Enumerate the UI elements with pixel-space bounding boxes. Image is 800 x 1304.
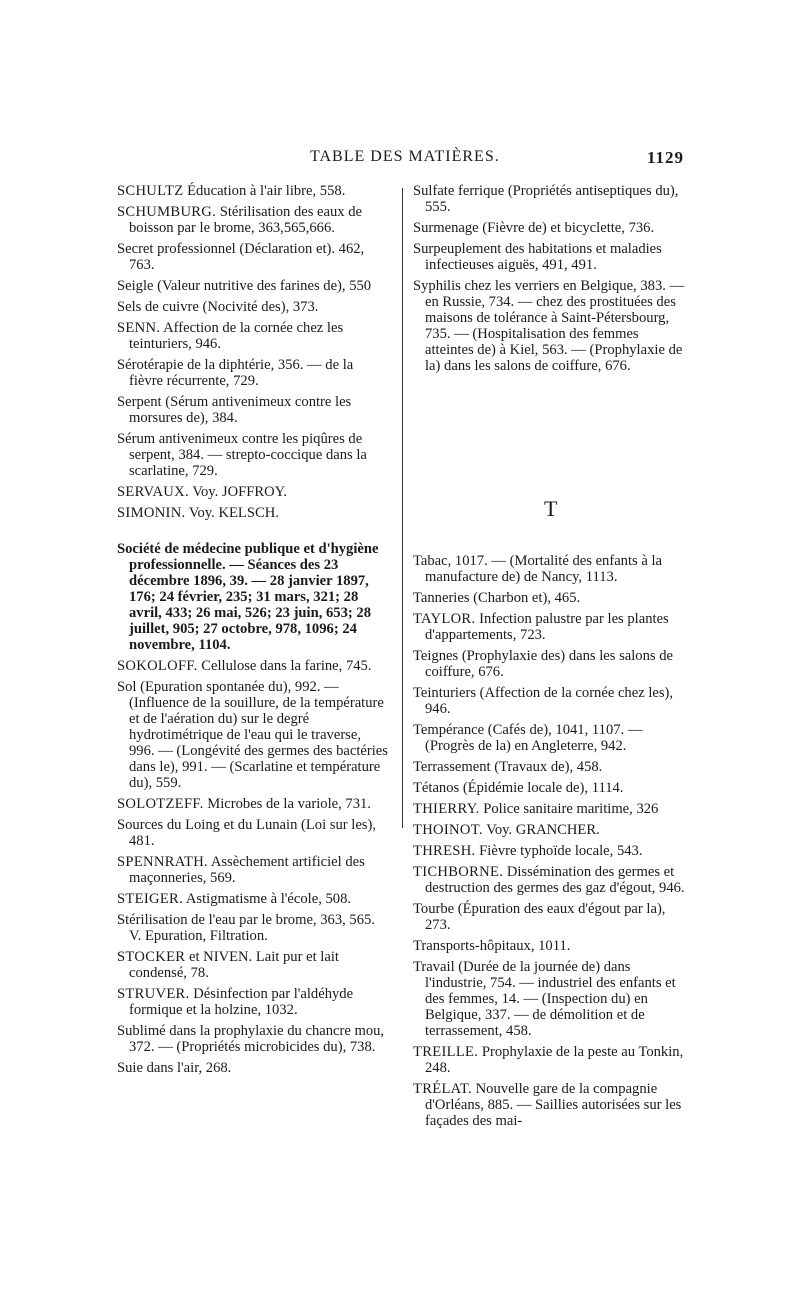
entry-text: Sol (Epuration spontanée du), 992. — (Influence de la souillure, de la température et de l'aération du) sur le degré hydrotimétrique de l'eau qui le traverse, 996. — (Longévité des germes des bactéries dans le), 991. — (Scarlatine et température du), 559. bbox=[117, 679, 388, 791]
entry-text: Serpent (Sérum antivenimeux contre les morsures de), 384. bbox=[117, 394, 352, 426]
entry-text: Tétanos (Épidémie locale de), 1114. bbox=[413, 780, 624, 796]
entry-author: THIERRY. bbox=[413, 801, 480, 817]
index-entry bbox=[117, 505, 389, 521]
left-column-bottom bbox=[117, 541, 389, 1081]
entry-text: Désinfection par l'aldéhyde formique et la holzine, 1032. bbox=[129, 986, 354, 1018]
entry-text: Sérum antivenimeux contre les piqûres de serpent, 384. — strepto-coccique dans la scarlatine, 729. bbox=[117, 431, 367, 479]
index-entry bbox=[413, 801, 685, 817]
entry-text: Tanneries (Charbon et), 465. bbox=[413, 590, 581, 606]
entry-text: Seigle (Valeur nutritive des farines de), 550 bbox=[117, 278, 372, 294]
index-entry bbox=[413, 183, 685, 215]
entry-text: Voy. GRANCHER. bbox=[486, 822, 600, 838]
index-entry bbox=[413, 843, 685, 859]
index-entry bbox=[117, 183, 389, 199]
index-entry bbox=[413, 822, 685, 838]
entry-author: SOKOLOFF. bbox=[117, 658, 198, 674]
index-entry bbox=[117, 431, 389, 479]
running-head bbox=[118, 148, 684, 172]
index-entry bbox=[117, 278, 389, 294]
entry-text: Infection palustre par les plantes d'appartements, 723. bbox=[425, 611, 669, 643]
index-entry bbox=[117, 912, 389, 944]
entry-author: TREILLE. bbox=[413, 1044, 479, 1060]
index-entry bbox=[117, 854, 389, 886]
entry-author: TRÉLAT. bbox=[413, 1081, 472, 1097]
index-entry bbox=[413, 241, 685, 273]
page-number: 1129 bbox=[646, 148, 684, 167]
entry-text: et NIVEN. Lait pur et lait condensé, 78. bbox=[129, 949, 339, 981]
entry-text: Tourbe (Épuration des eaux d'égout par la), 273. bbox=[413, 901, 666, 933]
entry-text: Affection de la cornée chez les teinturiers, 946. bbox=[129, 320, 344, 352]
column-divider bbox=[402, 188, 403, 828]
index-entry bbox=[117, 357, 389, 389]
entry-text: Sérotérapie de la diphtérie, 356. — de la fièvre récurrente, 729. bbox=[117, 357, 354, 389]
entry-author: SCHULTZ bbox=[117, 183, 184, 199]
index-entry bbox=[117, 1060, 389, 1076]
index-entry bbox=[117, 796, 389, 812]
entry-text: Prophylaxie de la peste au Tonkin, 248. bbox=[425, 1044, 684, 1076]
entry-text: Syphilis chez les verriers en Belgique, 383. — en Russie, 734. — chez des prostituées des maisons de tolérance à Saint-Pétersbourg, 735. — (Hospitalisation des femmes atteintes de) à Kiel, 563. — (Prophylaxie de la) dans les salons de coiffure, 676. bbox=[413, 278, 685, 374]
entry-text: Dissémination des germes et destruction des germes des gaz d'égout, 946. bbox=[425, 864, 685, 896]
entry-text: Suie dans l'air, 268. bbox=[117, 1060, 232, 1076]
right-column-top bbox=[413, 183, 685, 379]
index-entry bbox=[117, 658, 389, 674]
entry-author: STEIGER. bbox=[117, 891, 184, 907]
index-entry bbox=[413, 864, 685, 896]
entry-text: Éducation à l'air libre, 558. bbox=[187, 183, 346, 199]
index-entry bbox=[117, 949, 389, 981]
entry-text: Tabac, 1017. — (Mortalité des enfants à la manufacture de) de Nancy, 1113. bbox=[413, 553, 663, 585]
entry-text: Surpeuplement des habitations et maladies infectieuses aiguës, 491, 491. bbox=[413, 241, 662, 273]
index-entry bbox=[117, 299, 389, 315]
entry-author: SENN. bbox=[117, 320, 161, 336]
index-entry bbox=[117, 1023, 389, 1055]
index-entry bbox=[413, 901, 685, 933]
entry-text: Voy. KELSCH. bbox=[188, 505, 279, 521]
entry-text: Terrassement (Travaux de), 458. bbox=[413, 759, 603, 775]
entry-text: Police sanitaire maritime, 326 bbox=[483, 801, 659, 817]
right-column-bottom bbox=[413, 553, 685, 1134]
index-entry bbox=[117, 394, 389, 426]
entry-text: Tempérance (Cafés de), 1041, 1107. — (Progrès de la) en Angleterre, 942. bbox=[413, 722, 643, 754]
entry-text: Voy. JOFFROY. bbox=[192, 484, 287, 500]
index-entry bbox=[117, 817, 389, 849]
entry-author: SPENNRATH. bbox=[117, 854, 208, 870]
entry-author: SOLOTZEFF. bbox=[117, 796, 204, 812]
entry-text: Sublimé dans la prophylaxie du chancre mou, 372. — (Propriétés microbicides du), 738. bbox=[117, 1023, 385, 1055]
index-entry bbox=[117, 241, 389, 273]
index-entry bbox=[413, 648, 685, 680]
entry-author: THRESH. bbox=[413, 843, 476, 859]
index-entry bbox=[117, 891, 389, 907]
entry-author: TICHBORNE. bbox=[413, 864, 504, 880]
section-letter: T bbox=[544, 496, 558, 521]
entry-text: Astigmatisme à l'école, 508. bbox=[185, 891, 352, 907]
entry-text: Cellulose dans la farine, 745. bbox=[201, 658, 372, 674]
entry-author: TAYLOR. bbox=[413, 611, 476, 627]
index-entry bbox=[413, 1081, 685, 1129]
entry-text: Surmenage (Fièvre de) et bicyclette, 736. bbox=[413, 220, 655, 236]
entry-author: SIMONIN. bbox=[117, 505, 186, 521]
entry-text: Société de médecine publique et d'hygiène professionnelle. — Séances des 23 décembre 1896, 39. — 28 janvier 1897, 176; 24 février, 235; 31 mars, 321; 28 avril, 433; 26 mai, 526; 23 juin, 653; 28 juillet, 905; 27 octobre, 978, 1096; 24 novembre, 1104. bbox=[117, 541, 379, 653]
running-title: TABLE DES MATIÈRES. bbox=[310, 148, 500, 165]
index-entry bbox=[117, 679, 389, 791]
entry-author: SERVAUX. bbox=[117, 484, 189, 500]
index-entry bbox=[413, 938, 685, 954]
index-entry bbox=[117, 320, 389, 352]
entry-text: Travail (Durée de la journée de) dans l'industrie, 754. — industriel des enfants et des femmes, 14. — (Inspection du) en Belgique, 337. — de démolition et de terrassement, 458. bbox=[413, 959, 676, 1039]
index-entry bbox=[413, 553, 685, 585]
index-entry bbox=[413, 959, 685, 1039]
entry-author: STRUVER. bbox=[117, 986, 190, 1002]
index-entry bbox=[413, 759, 685, 775]
index-entry bbox=[413, 220, 685, 236]
index-entry bbox=[413, 722, 685, 754]
entry-text: Sulfate ferrique (Propriétés antiseptiques du), 555. bbox=[413, 183, 679, 215]
entry-text: Microbes de la variole, 731. bbox=[207, 796, 371, 812]
index-entry bbox=[413, 685, 685, 717]
index-entry bbox=[117, 986, 389, 1018]
entry-text: Assèchement artificiel des maçonneries, 569. bbox=[129, 854, 365, 886]
entry-text: Nouvelle gare de la compagnie d'Orléans, 885. — Saillies autorisées sur les façades des mai- bbox=[425, 1081, 682, 1129]
index-entry bbox=[413, 278, 685, 374]
entry-text: Fièvre typhoïde locale, 543. bbox=[479, 843, 643, 859]
index-entry bbox=[413, 611, 685, 643]
index-entry bbox=[413, 780, 685, 796]
left-column-top bbox=[117, 183, 389, 526]
entry-text: Transports-hôpitaux, 1011. bbox=[413, 938, 571, 954]
entry-text: Sources du Loing et du Lunain (Loi sur les), 481. bbox=[117, 817, 376, 849]
entry-text: Sels de cuivre (Nocivité des), 373. bbox=[117, 299, 319, 315]
index-entry bbox=[117, 204, 389, 236]
entry-text: Stérilisation des eaux de boisson par le brome, 363,565,666. bbox=[129, 204, 363, 236]
entry-text: Secret professionnel (Déclaration et). 462, 763. bbox=[117, 241, 365, 273]
index-entry bbox=[413, 590, 685, 606]
entry-text: Teinturiers (Affection de la cornée chez les), 946. bbox=[413, 685, 674, 717]
entry-text: Teignes (Prophylaxie des) dans les salons de coiffure, 676. bbox=[413, 648, 673, 680]
index-entry bbox=[117, 484, 389, 500]
entry-author: SCHUMBURG. bbox=[117, 204, 217, 220]
index-entry bbox=[117, 541, 389, 653]
entry-text: Stérilisation de l'eau par le brome, 363, 565. V. Epuration, Filtration. bbox=[117, 912, 375, 944]
entry-author: THOINOT. bbox=[413, 822, 483, 838]
index-entry bbox=[413, 1044, 685, 1076]
entry-author: STOCKER bbox=[117, 949, 186, 965]
